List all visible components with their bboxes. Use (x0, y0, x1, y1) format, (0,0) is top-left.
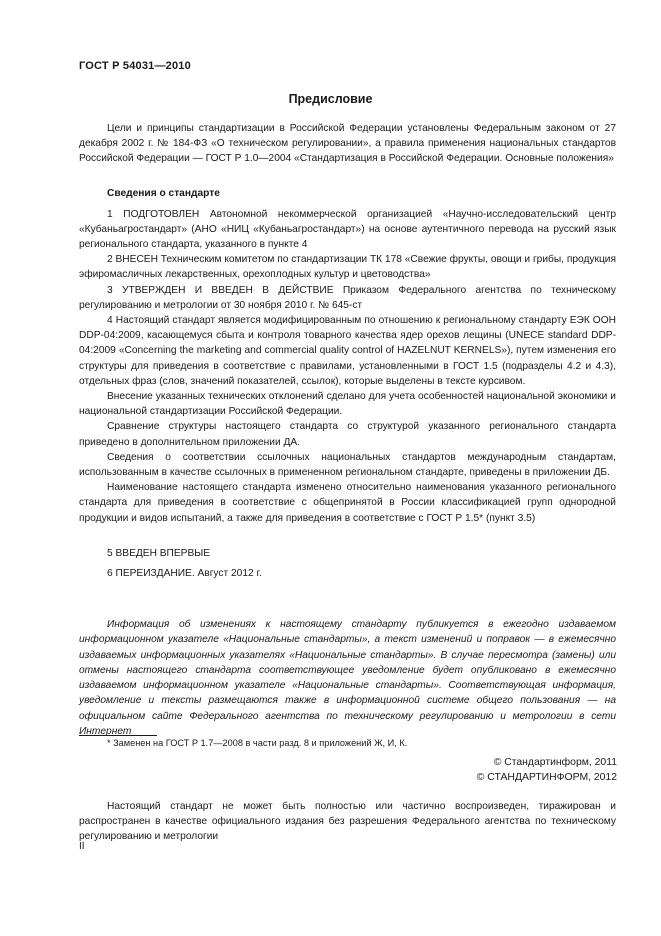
page-title: Предисловие (288, 92, 373, 106)
intro-section (79, 121, 616, 167)
item-1-block (79, 207, 616, 253)
item-6-paragraph: 6 ПЕРЕИЗДАНИЕ. Август 2012 г. (107, 568, 262, 579)
item-4-deviations-paragraph: Внесение указанных технических отклонений сделано для учета особенностей национальной экономики и национальной стандартизации Российской Федерации. (79, 391, 616, 418)
item-5-block (79, 546, 616, 561)
item-3-block (79, 283, 616, 313)
standard-number-header: ГОСТ Р 54031—2010 (79, 60, 191, 72)
item-6-block (79, 566, 616, 581)
item-2-block (79, 252, 616, 282)
reproduction-notice: Настоящий стандарт не может быть полностью или частично воспроизведен, тиражирован и распространен в качестве официального издания без разрешения Федерального агентства по техническому регулированию и метрологии (79, 801, 616, 843)
footnote-separator (79, 735, 157, 736)
item-4-references-paragraph: Сведения о соответствии ссылочных национальных стандартов международным стандартам, использованным в качестве ссылочных в примененном региональном стандарте, приведены в приложении ДБ. (79, 451, 616, 479)
copyright-line-2: © СТАНДАРТИНФОРМ, 2012 (476, 772, 617, 783)
standard-info-heading: Сведения о стандарте (107, 188, 220, 199)
item-4-structure-paragraph: Сравнение структуры настоящего стандарта со структурой указанного регионального стандарта приведено в дополнительном приложении ДА. (79, 421, 616, 448)
item-4-block (79, 313, 616, 526)
item-1-paragraph: 1 ПОДГОТОВЛЕН Автономной некоммерческой организацией «Научно-исследовательский центр «Кубаньагростандарт» (АНО «НИЦ «Кубаньагростандарт») на основе аутентичного перевода на русский язык регионального стандарта, указанного в пункте 4 (79, 209, 616, 251)
copyright-line-1: © Стандартинформ, 2011 (493, 757, 617, 768)
item-2-paragraph: 2 ВНЕСЕН Техническим комитетом по стандартизации ТК 178 «Свежие фрукты, овощи и грибы, продукция эфиромасличных лекарственных, орехоплодных культур и цветоводства» (79, 254, 616, 281)
item-4-paragraph: 4 Настоящий стандарт является модифицированным по отношению к региональному стандарту ЕЭК ООН DDP-04:2009, касающемуся сбыта и контроля товарного качества ядер орехов лещины (UNECE standard DDP-04:2009 «Concerning the marketing and commercial quality control of HAZELNUT KERNELS»), путем изменения его структуры для приведения в соответствие с правилами, установленными в ГОСТ 1.5 (подразделы 4.2 и 4.3), отдельных фраз (слов, значений показателей, ссылок), которые выделены в тексте курсивом. (79, 315, 616, 387)
page-number: II (79, 841, 85, 852)
intro-paragraph: Цели и принципы стандартизации в Российской Федерации установлены Федеральным законом от 27 декабря 2002 г. № 184-ФЗ «О техническом регулировании», а правила применения национальных стандартов Российской Федерации — ГОСТ Р 1.0—2004 «Стандартизация в Российской Федерации. Основные положения» (79, 123, 616, 165)
item-3-paragraph: 3 УТВЕРЖДЕН И ВВЕДЕН В ДЕЙСТВИЕ Приказом Федерального агентства по техническому регулированию и метрологии от 30 ноября 2010 г. № 645-ст (79, 285, 616, 312)
item-5-paragraph: 5 ВВЕДЕН ВПЕРВЫЕ (107, 548, 211, 559)
item-4-title-paragraph: Наименование настоящего стандарта изменено относительно наименования указанного регионального стандарта для приведения в соответствие с общепринятой в России классификацией групп однородной продукции и видов испытаний, а также для приведения в соответствие с ГОСТ Р 1.5* (пункт 3.5) (79, 482, 616, 524)
reproduction-notice-block (79, 799, 616, 845)
footnote: * Заменен на ГОСТ Р 1.7—2008 в части разд. 8 и приложений Ж, И, К. (107, 738, 408, 748)
notice-block (79, 617, 616, 739)
notice-paragraph: Информация об изменениях к настоящему стандарту публикуется в ежегодно издаваемом информационном указателе «Национальные стандарты», а текст изменений и поправок — в ежемесячно издаваемых информационных указателях «Национальные стандарты». В случае пересмотра (замены) или отмены настоящего стандарта соответствующее уведомление будет опубликовано в ежемесячно издаваемом информационном указателе «Национальные стандарты». Соответствующая информация, уведомление и тексты размещаются также в информационной системе общего пользования — на официальном сайте Федерального агентства по техническому регулированию и метрологии в сети Интернет (79, 619, 616, 738)
standard-info-heading-block (79, 186, 616, 201)
